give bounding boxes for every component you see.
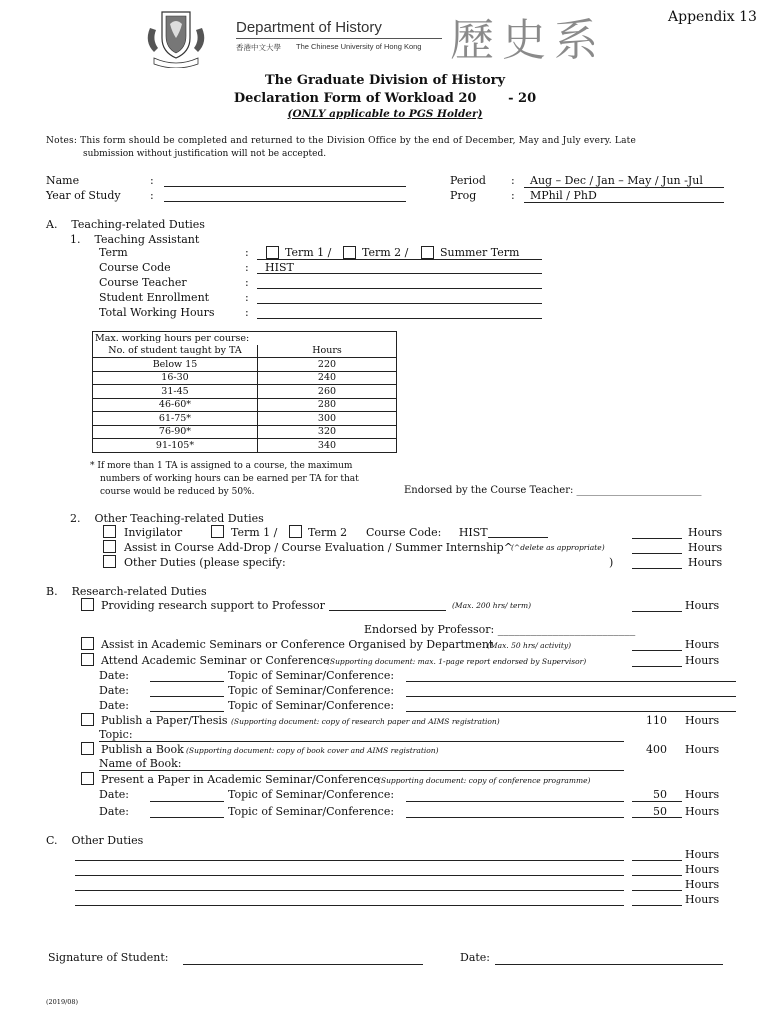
topic-label: Topic of Seminar/Conference:	[228, 788, 395, 801]
term-field-line	[257, 259, 542, 260]
university-name-zh: 香港中文大學	[236, 43, 281, 52]
table-row	[93, 439, 397, 453]
period-field	[524, 187, 724, 188]
date-label: Date:	[99, 684, 130, 697]
table-cell: 260	[258, 385, 397, 399]
footnote-line-2: numbers of working hours can be earned per TA for that	[100, 474, 359, 484]
research-support-note: (Max. 200 hrs/ term)	[452, 601, 532, 610]
attend-seminar-label: Attend Academic Seminar or Conference	[101, 654, 330, 667]
table-header-hours: Hours	[258, 345, 397, 358]
other-duties-checkbox[interactable]	[103, 555, 116, 568]
signature-label: Signature of Student:	[48, 951, 169, 964]
table-cell: 16-30	[93, 371, 258, 385]
table-row	[93, 371, 397, 385]
topic-field[interactable]	[406, 711, 736, 712]
professor-name-field[interactable]	[329, 610, 446, 611]
other-duty-field[interactable]	[75, 890, 624, 891]
total-working-hours-field[interactable]	[257, 318, 542, 319]
hours-label: Hours	[685, 654, 720, 667]
hours-label: Hours	[685, 714, 720, 727]
publish-paper-label: Publish a Paper/Thesis	[101, 714, 228, 727]
close-paren: )	[609, 556, 614, 569]
topic-field[interactable]	[406, 681, 736, 682]
date-label: Date:	[99, 669, 130, 682]
assist-seminars-checkbox[interactable]	[81, 637, 94, 650]
date-label: Date:	[99, 805, 130, 818]
table-row	[93, 425, 397, 439]
publish-paper-checkbox[interactable]	[81, 713, 94, 726]
topic-field[interactable]	[406, 696, 736, 697]
hours-label: Hours	[688, 541, 723, 554]
assist-seminars-hours-field[interactable]	[632, 650, 682, 651]
form-applicability: (ONLY applicable to PGS Holder)	[287, 108, 483, 120]
term2-label: Term 2 /	[362, 246, 409, 259]
header-rule	[236, 38, 442, 39]
section-c-heading: C. Other Duties	[46, 834, 144, 847]
colon: :	[245, 276, 249, 289]
footnote-line-3: course would be reduced by 50%.	[100, 487, 255, 497]
table-cell: 340	[258, 439, 397, 453]
hours-label: Hours	[688, 526, 723, 539]
assist-seminars-label: Assist in Academic Seminars or Conference Organised by Department	[101, 638, 494, 651]
table-row	[93, 398, 397, 412]
table-cell: Below 15	[93, 358, 258, 372]
footnote-line-1: * If more than 1 TA is assigned to a course, the maximum	[90, 461, 353, 471]
table-cell: 31-45	[93, 385, 258, 399]
invigilator-term1-checkbox[interactable]	[211, 525, 224, 538]
hours-label: Hours	[685, 848, 720, 861]
table-cell: 220	[258, 358, 397, 372]
hours-label: Hours	[685, 863, 720, 876]
other-duty-hours-field[interactable]	[632, 875, 682, 876]
hours-label: Hours	[685, 599, 720, 612]
year-of-study-label: Year of Study	[46, 189, 121, 202]
colon: :	[245, 246, 249, 259]
table-cell: 320	[258, 425, 397, 439]
research-support-hours-field[interactable]	[632, 611, 682, 612]
teaching-assistant-heading: 1. Teaching Assistant	[70, 233, 200, 246]
term-label: Term	[99, 246, 128, 259]
summer-term-label: Summer Term	[440, 246, 520, 259]
department-name: Department of History	[236, 19, 382, 36]
date-field[interactable]	[150, 696, 224, 697]
add-drop-checkbox[interactable]	[103, 540, 116, 553]
present-paper-note: (Supporting document: copy of conference programme)	[378, 776, 591, 785]
present-paper-hours-line	[632, 817, 682, 818]
table-cell: 46-60*	[93, 398, 258, 412]
colon: :	[150, 189, 154, 202]
period-options[interactable]: Aug – Dec / Jan – May / Jun -Jul	[530, 174, 703, 187]
section-a-heading: A. Teaching-related Duties	[46, 218, 205, 231]
present-paper-hours: 50	[653, 805, 667, 818]
period-label: Period	[450, 174, 486, 187]
attend-seminar-hours-field[interactable]	[632, 666, 682, 667]
assist-seminars-note: (Max. 50 hrs/ activity)	[487, 641, 572, 650]
other-duty-field[interactable]	[75, 905, 624, 906]
other-duty-field[interactable]	[75, 875, 624, 876]
book-name-label: Name of Book:	[99, 757, 182, 770]
signature-field[interactable]	[183, 964, 423, 965]
paper-topic-label: Topic:	[99, 728, 133, 741]
name-label: Name	[46, 174, 80, 187]
colon: :	[511, 174, 515, 187]
other-teaching-heading: 2. Other Teaching-related Duties	[70, 512, 264, 525]
invigilator-term2-checkbox[interactable]	[289, 525, 302, 538]
add-drop-note: (^delete as appropriate)	[511, 543, 605, 552]
department-name-calligraphy: 歷史系	[450, 15, 606, 66]
term1-checkbox[interactable]	[266, 246, 279, 259]
colon: :	[150, 174, 154, 187]
table-cell: 300	[258, 412, 397, 426]
course-teacher-field[interactable]	[257, 288, 542, 289]
course-code-prefix: HIST	[265, 261, 294, 274]
term1-label: Term 1 /	[285, 246, 332, 259]
signature-date-field[interactable]	[495, 964, 723, 965]
publish-book-note: (Supporting document: copy of book cover and AIMS registration)	[186, 746, 439, 755]
add-drop-hours-field[interactable]	[632, 553, 682, 554]
table-cell: 76-90*	[93, 425, 258, 439]
appendix-label: Appendix 13	[668, 9, 757, 25]
date-field[interactable]	[150, 711, 224, 712]
hours-label: Hours	[688, 556, 723, 569]
prog-label: Prog	[450, 189, 477, 202]
other-duty-hours-field[interactable]	[632, 905, 682, 906]
present-paper-hours: 50	[653, 788, 667, 801]
table-cell: 240	[258, 371, 397, 385]
invigilator-course-code-label: Course Code: HIST	[366, 526, 488, 539]
colon: :	[245, 306, 249, 319]
research-support-label: Providing research support to Professor	[101, 599, 325, 612]
present-paper-hours-line	[632, 801, 682, 802]
course-teacher-label: Course Teacher	[99, 276, 187, 289]
publish-book-hours: 400	[646, 743, 667, 756]
publish-paper-note: (Supporting document: copy of research paper and AIMS registration)	[231, 717, 500, 726]
student-enrollment-field[interactable]	[257, 303, 542, 304]
other-duties-hours-field[interactable]	[632, 568, 682, 569]
hours-label: Hours	[685, 638, 720, 651]
date-label: Date:	[99, 788, 130, 801]
prog-field	[524, 202, 724, 203]
endorsed-by-professor[interactable]: Endorsed by Professor: _________________________	[364, 623, 636, 636]
present-paper-checkbox[interactable]	[81, 772, 94, 785]
invigilator-label: Invigilator	[124, 526, 183, 539]
research-support-checkbox[interactable]	[81, 598, 94, 611]
colon: :	[245, 291, 249, 304]
endorsed-by-teacher[interactable]: Endorsed by the Course Teacher: _________________________	[404, 485, 702, 496]
book-name-field[interactable]	[99, 770, 624, 771]
date-field[interactable]	[150, 681, 224, 682]
add-drop-label: Assist in Course Add-Drop / Course Evaluation / Summer Internship^	[124, 541, 513, 554]
paper-topic-field[interactable]	[99, 741, 624, 742]
table-cell: 91-105*	[93, 439, 258, 453]
student-enrollment-label: Student Enrollment	[99, 291, 210, 304]
invigilator-checkbox[interactable]	[103, 525, 116, 538]
form-title: The Graduate Division of History	[264, 73, 506, 88]
topic-label: Topic of Seminar/Conference:	[228, 699, 395, 712]
name-field[interactable]	[164, 186, 406, 187]
publish-book-checkbox[interactable]	[81, 742, 94, 755]
summer-term-checkbox[interactable]	[421, 246, 434, 259]
invigilator-term2-label: Term 2	[308, 526, 348, 539]
hours-label: Hours	[685, 788, 720, 801]
form-subtitle: Declaration Form of Workload 20 - 20	[233, 91, 537, 106]
total-working-hours-label: Total Working Hours	[99, 306, 215, 319]
table-row	[93, 412, 397, 426]
topic-field[interactable]	[406, 817, 624, 818]
hours-label: Hours	[685, 878, 720, 891]
university-name: The Chinese University of Hong Kong	[296, 42, 422, 51]
table-caption: Max. working hours per course:	[93, 332, 397, 345]
attend-seminar-checkbox[interactable]	[81, 653, 94, 666]
topic-field[interactable]	[406, 801, 624, 802]
year-of-study-field[interactable]	[164, 201, 406, 202]
invigilator-course-code-field[interactable]	[488, 537, 548, 538]
cuhk-crest-logo	[140, 8, 212, 68]
ta-hours-table	[92, 331, 397, 453]
prog-options[interactable]: MPhil / PhD	[530, 189, 597, 202]
table-row	[93, 358, 397, 372]
date-label: Date:	[460, 951, 491, 964]
invigilator-hours-field[interactable]	[632, 538, 682, 539]
notes-line-2: submission without justification will not be accepted.	[83, 149, 327, 159]
section-b-heading: B. Research-related Duties	[46, 585, 207, 598]
other-duty-hours-field[interactable]	[632, 890, 682, 891]
topic-label: Topic of Seminar/Conference:	[228, 669, 395, 682]
topic-label: Topic of Seminar/Conference:	[228, 805, 395, 818]
colon: :	[511, 189, 515, 202]
invigilator-term1-label: Term 1 /	[231, 526, 278, 539]
present-paper-label: Present a Paper in Academic Seminar/Conference	[101, 773, 380, 786]
publish-paper-hours: 110	[646, 714, 667, 727]
date-field[interactable]	[150, 817, 224, 818]
course-code-label: Course Code	[99, 261, 171, 274]
notes-line-1: Notes: This form should be completed and returned to the Division Office by the end of December, May and July every. Late	[46, 136, 636, 146]
topic-label: Topic of Seminar/Conference:	[228, 684, 395, 697]
term2-checkbox[interactable]	[343, 246, 356, 259]
table-header-students: No. of student taught by TA	[93, 345, 258, 358]
other-duty-hours-field[interactable]	[632, 860, 682, 861]
hours-label: Hours	[685, 805, 720, 818]
publish-book-label: Publish a Book	[101, 743, 184, 756]
course-code-field[interactable]	[257, 273, 542, 274]
hours-label: Hours	[685, 893, 720, 906]
date-label: Date:	[99, 699, 130, 712]
hours-label: Hours	[685, 743, 720, 756]
attend-seminar-note: (Supporting document: max. 1-page report endorsed by Supervisor)	[327, 657, 587, 666]
other-duties-label: Other Duties (please specify:	[124, 556, 286, 569]
table-cell: 280	[258, 398, 397, 412]
date-field[interactable]	[150, 801, 224, 802]
table-cell: 61-75*	[93, 412, 258, 426]
table-row	[93, 385, 397, 399]
other-duty-field[interactable]	[75, 860, 624, 861]
form-version: (2019/08)	[46, 998, 79, 1006]
colon: :	[245, 261, 249, 274]
